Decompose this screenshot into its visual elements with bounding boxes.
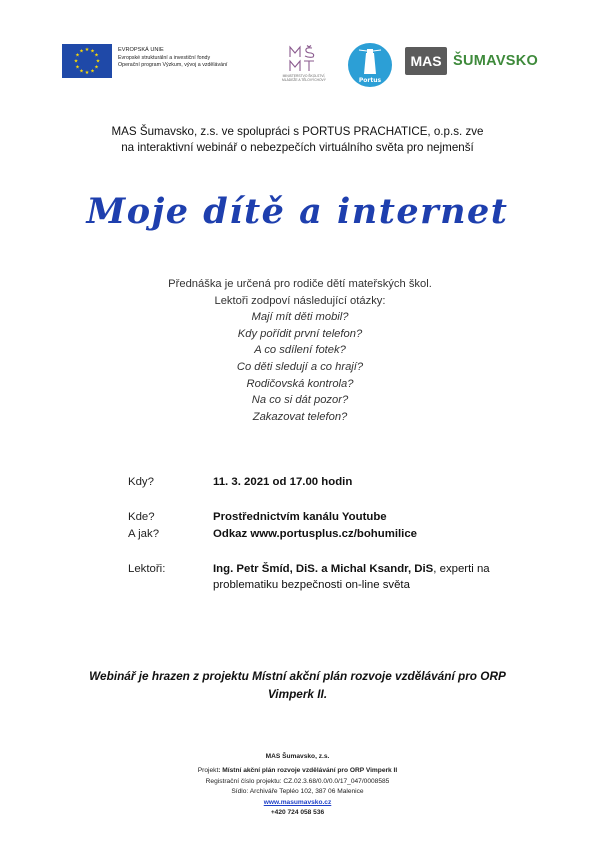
footer-project-label: Projekt bbox=[197, 767, 219, 775]
eu-program-text bbox=[118, 47, 228, 70]
question-item: A co sdílení fotek? bbox=[254, 344, 346, 357]
portus-logo bbox=[347, 42, 393, 88]
mas-sumavsko-logo bbox=[405, 47, 539, 75]
description-block bbox=[100, 276, 500, 425]
question-item: Rodičovská kontrola? bbox=[246, 377, 354, 390]
funding-line: Webinář je hrazen z projektu Místní akční plán rozvoje vzdělávání pro ORP bbox=[89, 669, 506, 683]
funding-line: Vimperk II. bbox=[267, 687, 328, 701]
eu-flag-logo bbox=[62, 44, 112, 78]
when-label: Kdy? bbox=[128, 476, 154, 488]
footer-org: MAS Šumavsko, z.s. bbox=[265, 753, 330, 760]
svg-text:★: ★ bbox=[75, 64, 80, 71]
footer-web-link[interactable]: www.masumavsko.cz bbox=[263, 798, 332, 806]
svg-text:★: ★ bbox=[73, 58, 79, 65]
question-item: Zakazovat telefon? bbox=[252, 410, 348, 423]
eu-line: Evropské strukturální a investiční fondy bbox=[118, 54, 211, 61]
footer-reg: Registrační číslo projektu: CZ.02.3.68/0.0/0.0/17_047/0008585 bbox=[205, 777, 390, 785]
msmt-sub-line: MINISTERSTVO ŠKOLSTVÍ, bbox=[282, 74, 326, 78]
footer-address: Sídlo: Archiváře Tepléo 102, 387 06 Malenice bbox=[231, 788, 364, 796]
msmt-sub-line: MLÁDEŽE A TĚLOVÝCHOVY bbox=[282, 78, 326, 83]
eu-stars-icon bbox=[62, 44, 112, 78]
lecturers-label: Lektoři: bbox=[128, 563, 166, 575]
svg-text:★: ★ bbox=[84, 70, 90, 76]
eu-line: Operační program Výzkum, vývoj a vzdělávání bbox=[118, 62, 228, 69]
lighthouse-icon bbox=[347, 42, 393, 88]
svg-text:★: ★ bbox=[94, 64, 99, 71]
question-item: Na co si dát pozor? bbox=[251, 394, 349, 407]
msmt-logo bbox=[268, 44, 340, 88]
footer-phone: +420 724 058 536 bbox=[270, 809, 325, 817]
svg-text:★: ★ bbox=[75, 52, 80, 59]
lecturers-names: Ing. Petr Šmíd, DiS. a Michal Ksandr, DiS bbox=[213, 563, 434, 575]
mas-prefix: MAS bbox=[405, 47, 447, 75]
svg-text:★: ★ bbox=[79, 68, 84, 75]
footer-project bbox=[130, 766, 465, 776]
msmt-subtitle bbox=[268, 74, 340, 82]
msmt-mark-icon bbox=[278, 44, 328, 74]
eu-line: EVROPSKÁ UNIE bbox=[118, 47, 164, 53]
funding-note bbox=[70, 667, 525, 703]
lecturers-rest: , experti na bbox=[433, 563, 490, 575]
intro-line: na interaktivní webinář o nebezpečích virtuálního světa pro nejmenší bbox=[121, 141, 474, 154]
lecturers-line2: problematiku bezpečnosti on-line světa bbox=[213, 579, 410, 591]
question-item: Co děti sledují a co hrají? bbox=[236, 360, 364, 373]
mas-name: ŠUMAVSKO bbox=[453, 53, 539, 69]
svg-text:★: ★ bbox=[90, 48, 95, 55]
description-line: Přednáška je určená pro rodiče dětí mateřských škol. bbox=[168, 278, 432, 290]
description-line: Lektoři zodpoví následující otázky: bbox=[214, 294, 386, 307]
question-item: Mají mít děti mobil? bbox=[251, 311, 349, 324]
footer bbox=[130, 752, 465, 818]
question-item: Kdy pořídit první telefon? bbox=[237, 327, 363, 340]
svg-text:★: ★ bbox=[84, 47, 90, 53]
footer-project-name: : Místní akční plán rozvoje vzdělávání pro ORP Vimperk II bbox=[218, 767, 398, 775]
portus-label: Portus bbox=[358, 77, 382, 84]
svg-text:★: ★ bbox=[90, 68, 95, 75]
svg-text:★: ★ bbox=[79, 48, 84, 55]
when-value: 11. 3. 2021 od 17.00 hodin bbox=[213, 476, 353, 488]
page-title: Moje dítě a internet bbox=[86, 191, 509, 232]
where-label: Kde? bbox=[128, 511, 155, 523]
where-value: Prostřednictvím kanálu Youtube bbox=[213, 511, 387, 523]
lecturers-value bbox=[213, 563, 490, 575]
svg-text:★: ★ bbox=[95, 58, 101, 65]
intro-line: MAS Šumavsko, z.s. ve spolupráci s PORTUS PRACHATICE, o.p.s. zve bbox=[111, 125, 484, 138]
how-value[interactable]: Odkaz www.portusplus.cz/bohumilice bbox=[213, 528, 418, 540]
how-label: A jak? bbox=[128, 528, 160, 540]
svg-text:★: ★ bbox=[94, 52, 99, 59]
